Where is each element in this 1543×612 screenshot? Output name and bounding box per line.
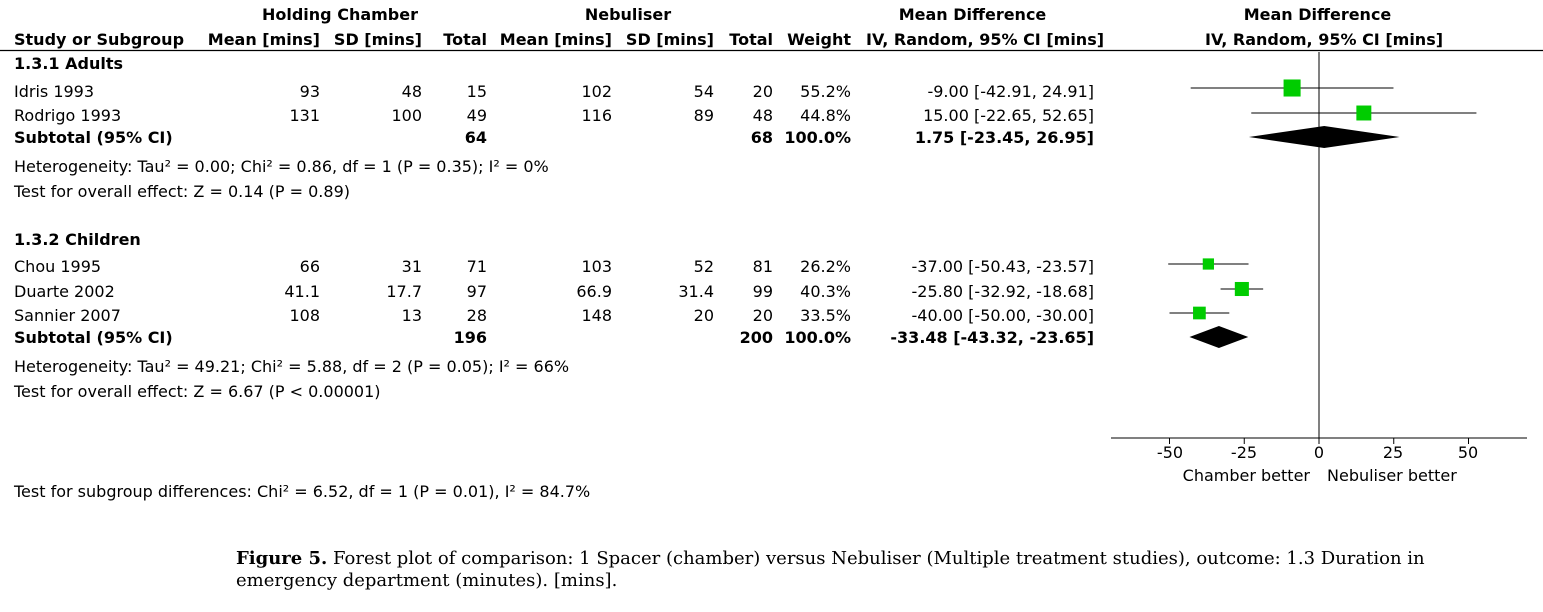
- subtotal-ci: 1.75 [-23.45, 26.95]: [914, 128, 1094, 147]
- subtotal-total1: 196: [453, 328, 487, 347]
- favours-left-label: Chamber better: [1182, 466, 1310, 485]
- mean1-value: 93: [299, 82, 320, 101]
- sd2-value: 52: [693, 257, 714, 276]
- mean2-value: 148: [581, 306, 612, 325]
- weight-value: 26.2%: [800, 257, 851, 276]
- study-marker: [1203, 258, 1214, 269]
- study-name: Chou 1995: [14, 257, 102, 276]
- subtotal-weight: 100.0%: [784, 128, 851, 147]
- subtotal-label: Subtotal (95% CI): [14, 328, 173, 347]
- heterogeneity-text: Heterogeneity: Tau² = 49.21; Chi² = 5.88, df = 2 (P = 0.05); I² = 66%: [14, 357, 570, 376]
- mean1-col-header: Mean [mins]: [207, 30, 320, 49]
- subgroup-title: 1.3.2 Children: [14, 230, 141, 249]
- total2-col-header: Total: [729, 30, 773, 49]
- total1-value: 97: [466, 282, 487, 301]
- mean1-value: 41.1: [284, 282, 320, 301]
- ci-col-header: IV, Random, 95% CI [mins]: [866, 30, 1105, 49]
- subtotal-weight: 100.0%: [784, 328, 851, 347]
- weight-value: 55.2%: [800, 82, 851, 101]
- mean2-value: 102: [581, 82, 612, 101]
- mean1-value: 131: [289, 106, 320, 125]
- mean2-value: 103: [581, 257, 612, 276]
- study-marker: [1284, 79, 1301, 96]
- total2-value: 20: [752, 306, 773, 325]
- sd1-value: 31: [401, 257, 422, 276]
- md-header-right: Mean Difference: [1243, 5, 1392, 24]
- ci-value: -37.00 [-50.43, -23.57]: [911, 257, 1094, 276]
- overall-effect-text: Test for overall effect: Z = 0.14 (P = 0.89): [14, 182, 350, 201]
- total2-value: 20: [752, 82, 773, 101]
- subtotal-total2: 200: [739, 328, 773, 347]
- ci-value: -9.00 [-42.91, 24.91]: [927, 82, 1094, 101]
- study-marker: [1193, 307, 1206, 320]
- ci-value: 15.00 [-22.65, 52.65]: [923, 106, 1094, 125]
- md-header-left: Mean Difference: [898, 5, 1047, 24]
- x-tick-label: -25: [1230, 443, 1258, 462]
- mean2-value: 66.9: [576, 282, 612, 301]
- total1-value: 49: [466, 106, 487, 125]
- weight-value: 44.8%: [800, 106, 851, 125]
- total1-value: 15: [466, 82, 487, 101]
- ci-value: -40.00 [-50.00, -30.00]: [911, 306, 1094, 325]
- total2-value: 99: [752, 282, 773, 301]
- subtotal-diamond: [1189, 326, 1248, 348]
- total2-value: 81: [752, 257, 773, 276]
- overall-effect-text: Test for overall effect: Z = 6.67 (P < 0.00001): [14, 382, 381, 401]
- favours-right-label: Nebuliser better: [1327, 466, 1457, 485]
- sd2-col-header: SD [mins]: [625, 30, 714, 49]
- heterogeneity-text: Heterogeneity: Tau² = 0.00; Chi² = 0.86, df = 1 (P = 0.35); I² = 0%: [14, 157, 549, 176]
- sd2-value: 31.4: [678, 282, 714, 301]
- total2-value: 48: [752, 106, 773, 125]
- study-name: Rodrigo 1993: [14, 106, 122, 125]
- ci-plot-header: IV, Random, 95% CI [mins]: [1205, 30, 1444, 49]
- subtotal-total1: 64: [464, 128, 487, 147]
- subgroup-title: 1.3.1 Adults: [14, 54, 124, 73]
- weight-value: 40.3%: [800, 282, 851, 301]
- study-name: Sannier 2007: [14, 306, 121, 325]
- group2-header: Nebuliser: [584, 5, 672, 24]
- group1-header: Holding Chamber: [261, 5, 418, 24]
- study-col-header: Study or Subgroup: [14, 30, 185, 49]
- x-tick-label: 25: [1382, 443, 1404, 462]
- sd2-value: 20: [693, 306, 714, 325]
- sd1-value: 100: [391, 106, 422, 125]
- sd2-value: 54: [693, 82, 714, 101]
- mean1-value: 66: [299, 257, 320, 276]
- study-name: Idris 1993: [14, 82, 95, 101]
- x-tick-label: -50: [1156, 443, 1184, 462]
- mean2-value: 116: [581, 106, 612, 125]
- mean2-col-header: Mean [mins]: [499, 30, 612, 49]
- sd1-col-header: SD [mins]: [333, 30, 422, 49]
- subtotal-ci: -33.48 [-43.32, -23.65]: [890, 328, 1094, 347]
- subtotal-label: Subtotal (95% CI): [14, 128, 173, 147]
- ci-value: -25.80 [-32.92, -18.68]: [911, 282, 1094, 301]
- subgroup-differences-text: Test for subgroup differences: Chi² = 6.52, df = 1 (P = 0.01), I² = 84.7%: [14, 482, 591, 501]
- total1-col-header: Total: [443, 30, 487, 49]
- x-tick-label: 0: [1313, 443, 1325, 462]
- subtotal-diamond: [1249, 126, 1400, 148]
- sd2-value: 89: [693, 106, 714, 125]
- sd1-value: 17.7: [386, 282, 422, 301]
- figure-caption: [236, 548, 1436, 592]
- weight-value: 33.5%: [800, 306, 851, 325]
- caption-label: Figure 5.: [236, 548, 328, 569]
- caption-text: Forest plot of comparison: 1 Spacer (chamber) versus Nebuliser (Multiple treatment studies), outcome: 1.3 Duration in emergency department (minutes). [mins].: [236, 548, 1425, 591]
- study-name: Duarte 2002: [14, 282, 115, 301]
- sd1-value: 48: [401, 82, 422, 101]
- sd1-value: 13: [401, 306, 422, 325]
- subtotal-total2: 68: [750, 128, 773, 147]
- study-marker: [1235, 282, 1249, 296]
- study-marker: [1356, 106, 1371, 121]
- mean1-value: 108: [289, 306, 320, 325]
- total1-value: 71: [466, 257, 487, 276]
- weight-col-header: Weight: [787, 30, 851, 49]
- x-tick-label: 50: [1457, 443, 1479, 462]
- total1-value: 28: [466, 306, 487, 325]
